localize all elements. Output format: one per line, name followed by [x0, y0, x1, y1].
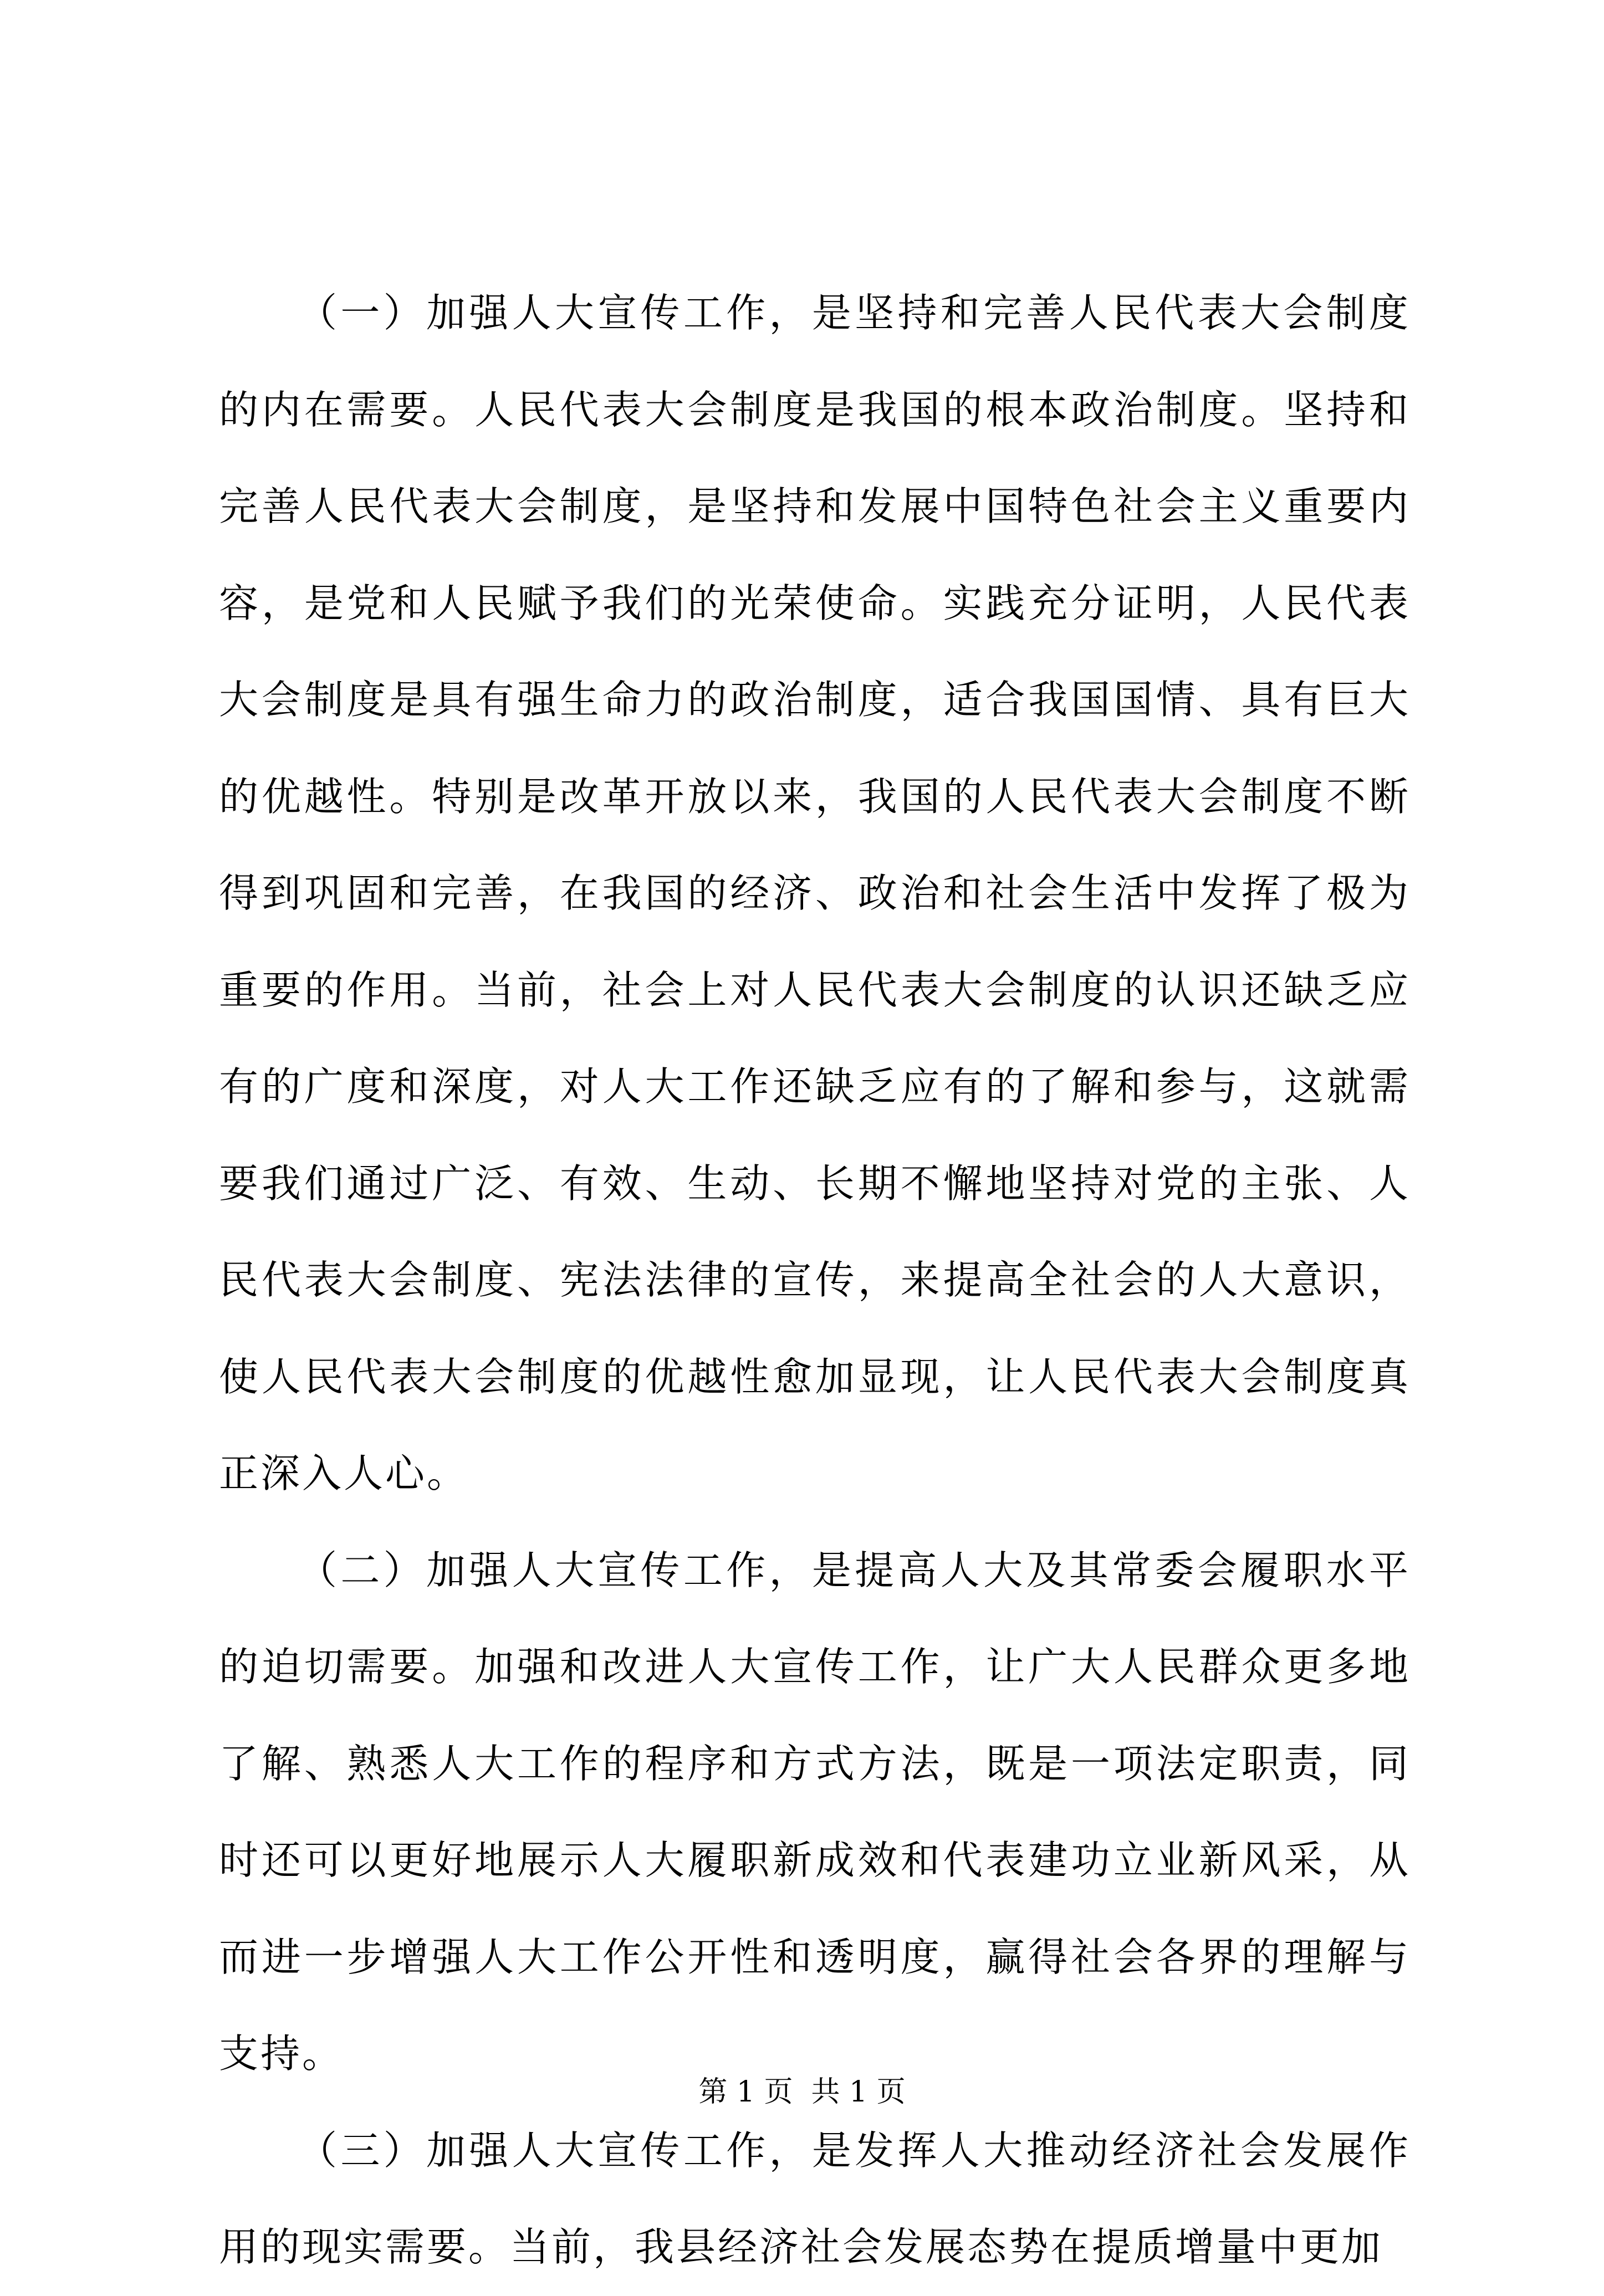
page-number: 第 1 页 共 1 页: [698, 2075, 906, 2109]
page-footer: [0, 2073, 1604, 2111]
paragraph-2: （二）加强人大宣传工作，是提高人大及其常委会履职水平的迫切需要。加强和改进人大宣传工作，让广大人民群众更多地了解、熟悉人大工作的程序和方式方法，既是一项法定职责，同时还可以更好地展示人大履职新成效和代表建功立业新风采，从而进一步增强人大工作公开性和透明度，赢得社会各界的理解与支持。: [219, 1547, 1411, 2077]
document-body: [219, 265, 1411, 2296]
paragraph-3: （三）加强人大宣传工作，是发挥人大推动经济社会发展作用的现实需要。当前，我县经济社会发展态势在提质增量中更加: [219, 2127, 1411, 2270]
paragraph-1: （一）加强人大宣传工作，是坚持和完善人民代表大会制度的内在需要。人民代表大会制度是我国的根本政治制度。坚持和完善人民代表大会制度，是坚持和发展中国特色社会主义重要内容，是党和人民赋予我们的光荣使命。实践充分证明，人民代表大会制度是具有强生命力的政治制度，适合我国国情、具有巨大的优越性。特别是改革开放以来，我国的人民代表大会制度不断得到巩固和完善，在我国的经济、政治和社会生活中发挥了极为重要的作用。当前，社会上对人民代表大会制度的认识还缺乏应有的广度和深度，对人大工作还缺乏应有的了解和参与，这就需要我们通过广泛、有效、生动、长期不懈地坚持对党的主张、人民代表大会制度、宪法法律的宣传，来提高全社会的人大意识，使人民代表大会制度的优越性愈加显现，让人民代表大会制度真正深入人心。: [219, 290, 1411, 1496]
